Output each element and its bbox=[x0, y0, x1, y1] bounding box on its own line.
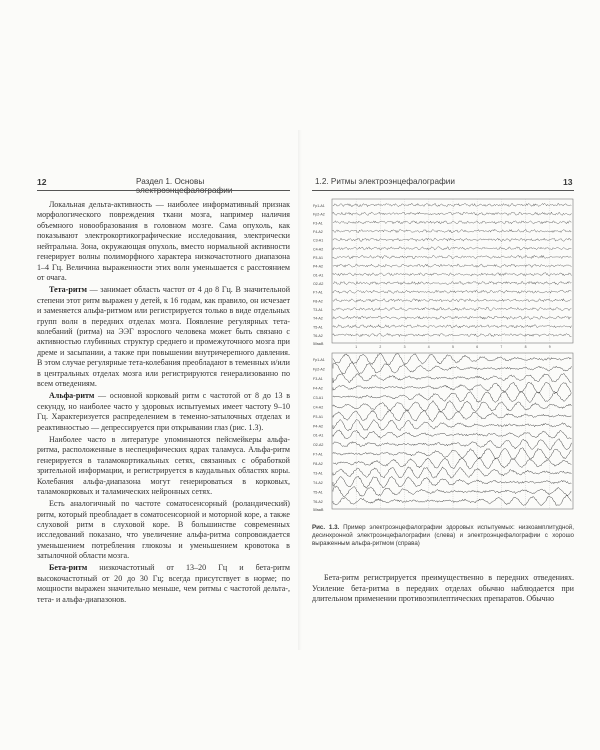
right-running-header: 1.2. Ритмы электроэнцефалографии bbox=[315, 177, 455, 186]
eeg-time-tick: 4 bbox=[427, 345, 430, 349]
eeg-channel-label: C4-A2 bbox=[313, 405, 324, 410]
eeg-channel-label: T4-A2 bbox=[313, 481, 323, 486]
eeg-panel-desynchronized bbox=[312, 197, 574, 349]
eeg-channel-label: F3-A1 bbox=[313, 376, 323, 381]
eeg-trace bbox=[333, 325, 571, 328]
eeg-time-tick: 8 bbox=[524, 345, 527, 349]
left-running-header: Раздел 1. Основы электроэнцефалографии bbox=[136, 177, 233, 195]
eeg-time-tick: 5 bbox=[452, 345, 454, 349]
eeg-scale-label: 50мкВ bbox=[313, 342, 324, 346]
eeg-trace bbox=[333, 307, 571, 310]
eeg-channel-label: T3-A1 bbox=[313, 308, 323, 312]
eeg-channel-label: Fp1-A1 bbox=[313, 358, 325, 362]
eeg-trace bbox=[333, 430, 571, 439]
theta-rest: — занимает область частот от 4 до 8 Гц. В значительной степени этот ритм выражен у детей, к 16 годам, как правило, он исчезает и заменяется альфа-ритмом или регистрируется только в виде отдельных групп волн в передних отделах мозга. Появление регулярных тета-колебаний (ритма) на ЭЭГ взрослого человека может быть связано с активностью глубинных структур среднего и промежуточного мозга при дреме и засыпании, а также при повышении внутричерепного давления. В этом случае регулярные тета-колебания преобладают в теменных и/или в центральных отделах мозга или регистрируются генерализованно по всем отведениям. bbox=[37, 285, 290, 389]
eeg-alpha-svg bbox=[312, 351, 574, 515]
eeg-channel-label: F7-A1 bbox=[313, 290, 323, 295]
eeg-trace bbox=[333, 448, 571, 460]
eeg-channel-label: O1-A1 bbox=[313, 273, 324, 278]
eeg-trace bbox=[333, 255, 571, 258]
eeg-trace bbox=[333, 221, 571, 224]
eeg-trace bbox=[333, 247, 571, 250]
eeg-channel-label: F7-A1 bbox=[313, 452, 323, 457]
eeg-channel-label: F8-A2 bbox=[313, 462, 323, 467]
eeg-channel-label: P4-A2 bbox=[313, 264, 323, 269]
eeg-trace bbox=[333, 476, 571, 488]
eeg-channel-label: F4-A2 bbox=[313, 386, 323, 391]
eeg-trace bbox=[333, 353, 571, 365]
eeg-trace bbox=[333, 238, 571, 241]
eeg-time-tick: 1 bbox=[355, 345, 358, 349]
eeg-trace bbox=[333, 457, 571, 469]
right-header-rule bbox=[312, 190, 574, 191]
eeg-channel-label: O2-A2 bbox=[313, 282, 324, 286]
beta-term: Бета-ритм bbox=[49, 563, 88, 573]
eeg-scale-label: 50мкВ bbox=[313, 508, 324, 512]
right-page-number: 13 bbox=[563, 177, 573, 187]
eeg-time-tick: 9 bbox=[548, 345, 551, 349]
eeg-channel-label: T4-A2 bbox=[313, 316, 323, 321]
eeg-trace bbox=[333, 212, 571, 215]
eeg-channel-label: Fp1-A1 bbox=[313, 204, 325, 208]
eeg-trace bbox=[333, 401, 571, 413]
eeg-trace bbox=[333, 410, 571, 422]
eeg-channel-label: P3-A1 bbox=[313, 256, 323, 260]
eeg-trace bbox=[333, 333, 571, 336]
eeg-trace bbox=[333, 264, 571, 267]
eeg-channel-label: C4-A2 bbox=[313, 247, 324, 252]
alpha-rest: — основной корковый ритм с частотой от 8 до 13 в секунду, но наиболее часто у здоровых испытуемых имеет частоту 9–10 Гц. Характеризуется распределением в теменно-затылочных отделах и реактивностью — депрессируется при открывании глаз (рис. 1.3). bbox=[37, 391, 290, 432]
eeg-channel-label: P3-A1 bbox=[313, 414, 323, 419]
eeg-trace bbox=[333, 281, 571, 284]
eeg-channel-label: T6-A2 bbox=[313, 334, 323, 338]
theta-term: Тета-ритм bbox=[49, 285, 87, 295]
paragraph-beta-continued: Бета-ритм регистрируется преимущественно в передних отведениях. Усиление бета-ритма в передних отделах обычно наблюдается при длительном применении противоэпилептических препаратов. Обычно bbox=[312, 573, 574, 604]
paragraph-delta: Локальная дельта-активность — наиболее информативный признак морфологического повреждения ткани мозга, например наличия объемного новообразования в головном мозге. Сама опухоль, как показывают электрокортикографические исследования, электрически нейтральна. Зона, окружающая опухоль, вместо нормальной активности генерирует волны полиморфного характера низкочастотного диапазона 1–4 Гц. Величина выраженности этих волн уменьшается с расстоянием от очага. bbox=[37, 200, 290, 283]
eeg-trace bbox=[333, 495, 571, 506]
eeg-time-tick: 2 bbox=[379, 345, 382, 349]
alpha-term: Альфа-ритм bbox=[49, 391, 95, 401]
caption-text: Пример электроэнцефалографии здоровых испытуемых: низкоамплитудной, десинхронной электроэнцефалографии (слева) и электроэнцефалографии с хорошо выраженным альфа-ритмом (справа) bbox=[312, 524, 574, 547]
eeg-channel-label: F3-A1 bbox=[313, 221, 323, 226]
eeg-desync-svg bbox=[312, 197, 574, 349]
paragraph-alpha-pacemakers: Наиболее часто в литературе упоминаются пейсмейкеры альфа-ритма, расположенные в неспецифических ядрах таламуса. Альфа-ритм генерируется в таламокортикальных сетях, связанных с обработкой зрительной информации, и регистрируется в каудальных областях коры. Колебания альфа-диапазона могут генерироваться в корковых, таламокорковых и таламических нейронных сетях. bbox=[37, 434, 290, 497]
caption-label: Рис. 1.3. bbox=[312, 524, 340, 531]
paragraph-beta bbox=[37, 563, 290, 605]
eeg-time-tick: 6 bbox=[476, 345, 479, 349]
left-header-rule bbox=[37, 190, 290, 191]
eeg-channel-label: O1-A1 bbox=[313, 433, 324, 438]
eeg-time-tick: 3 bbox=[403, 345, 406, 349]
left-body-text bbox=[37, 200, 290, 607]
eeg-channel-label: F8-A2 bbox=[313, 299, 323, 304]
figure-caption bbox=[312, 524, 574, 548]
eeg-trace bbox=[333, 290, 571, 293]
eeg-channel-label: P4-A2 bbox=[313, 424, 323, 429]
paragraph-rolandic: Есть аналогичный по частоте соматосенсорный (роландический) ритм, который преобладает в соматосенсорной и моторной коре, а также слуховой ритм в слуховой коре. В большинстве современных исследований показано, что увеличение альфа-ритма сопровождается уменьшением потребления глюкозы и уменьшением кровотока в затылочной области мозга. bbox=[37, 499, 290, 561]
eeg-channel-label: T3-A1 bbox=[313, 471, 323, 476]
eeg-trace bbox=[333, 363, 571, 374]
eeg-channel-label: C3-A1 bbox=[313, 238, 324, 243]
paragraph-theta bbox=[37, 285, 290, 390]
eeg-trace bbox=[333, 316, 571, 319]
eeg-channel-label: T5-A1 bbox=[313, 490, 323, 495]
eeg-trace bbox=[333, 391, 571, 402]
eeg-trace bbox=[333, 273, 571, 276]
eeg-trace bbox=[333, 467, 571, 478]
eeg-trace bbox=[333, 382, 571, 393]
eeg-trace bbox=[333, 439, 571, 450]
eeg-channel-label: F4-A2 bbox=[313, 230, 323, 234]
eeg-trace bbox=[333, 374, 571, 383]
eeg-time-tick: 7 bbox=[500, 345, 503, 349]
eeg-channel-label: Fp2-A2 bbox=[313, 367, 325, 372]
eeg-channel-label: Fp2-A2 bbox=[313, 212, 325, 217]
eeg-channel-label: O2-A2 bbox=[313, 443, 324, 448]
eeg-panel-alpha bbox=[312, 351, 574, 515]
eeg-trace bbox=[333, 299, 571, 302]
right-body-text bbox=[312, 573, 574, 605]
beta-rest: низкочастотный от 13–20 Гц и бета-ритм высокочастотный от 20 до 30 Гц; всегда присутствует в норме; по мощности выражен значительно меньше, чем ритмы с частотой дельта-, тета- и альфа-диапазонов. bbox=[37, 563, 290, 604]
eeg-channel-label: T6-A2 bbox=[313, 500, 323, 504]
eeg-trace bbox=[333, 203, 571, 206]
left-page-number: 12 bbox=[37, 177, 47, 187]
paragraph-alpha bbox=[37, 391, 290, 433]
eeg-trace bbox=[333, 229, 571, 232]
eeg-channel-label: T5-A1 bbox=[313, 325, 323, 330]
eeg-trace bbox=[333, 419, 571, 430]
eeg-channel-label: C3-A1 bbox=[313, 395, 324, 400]
eeg-trace bbox=[333, 486, 571, 497]
